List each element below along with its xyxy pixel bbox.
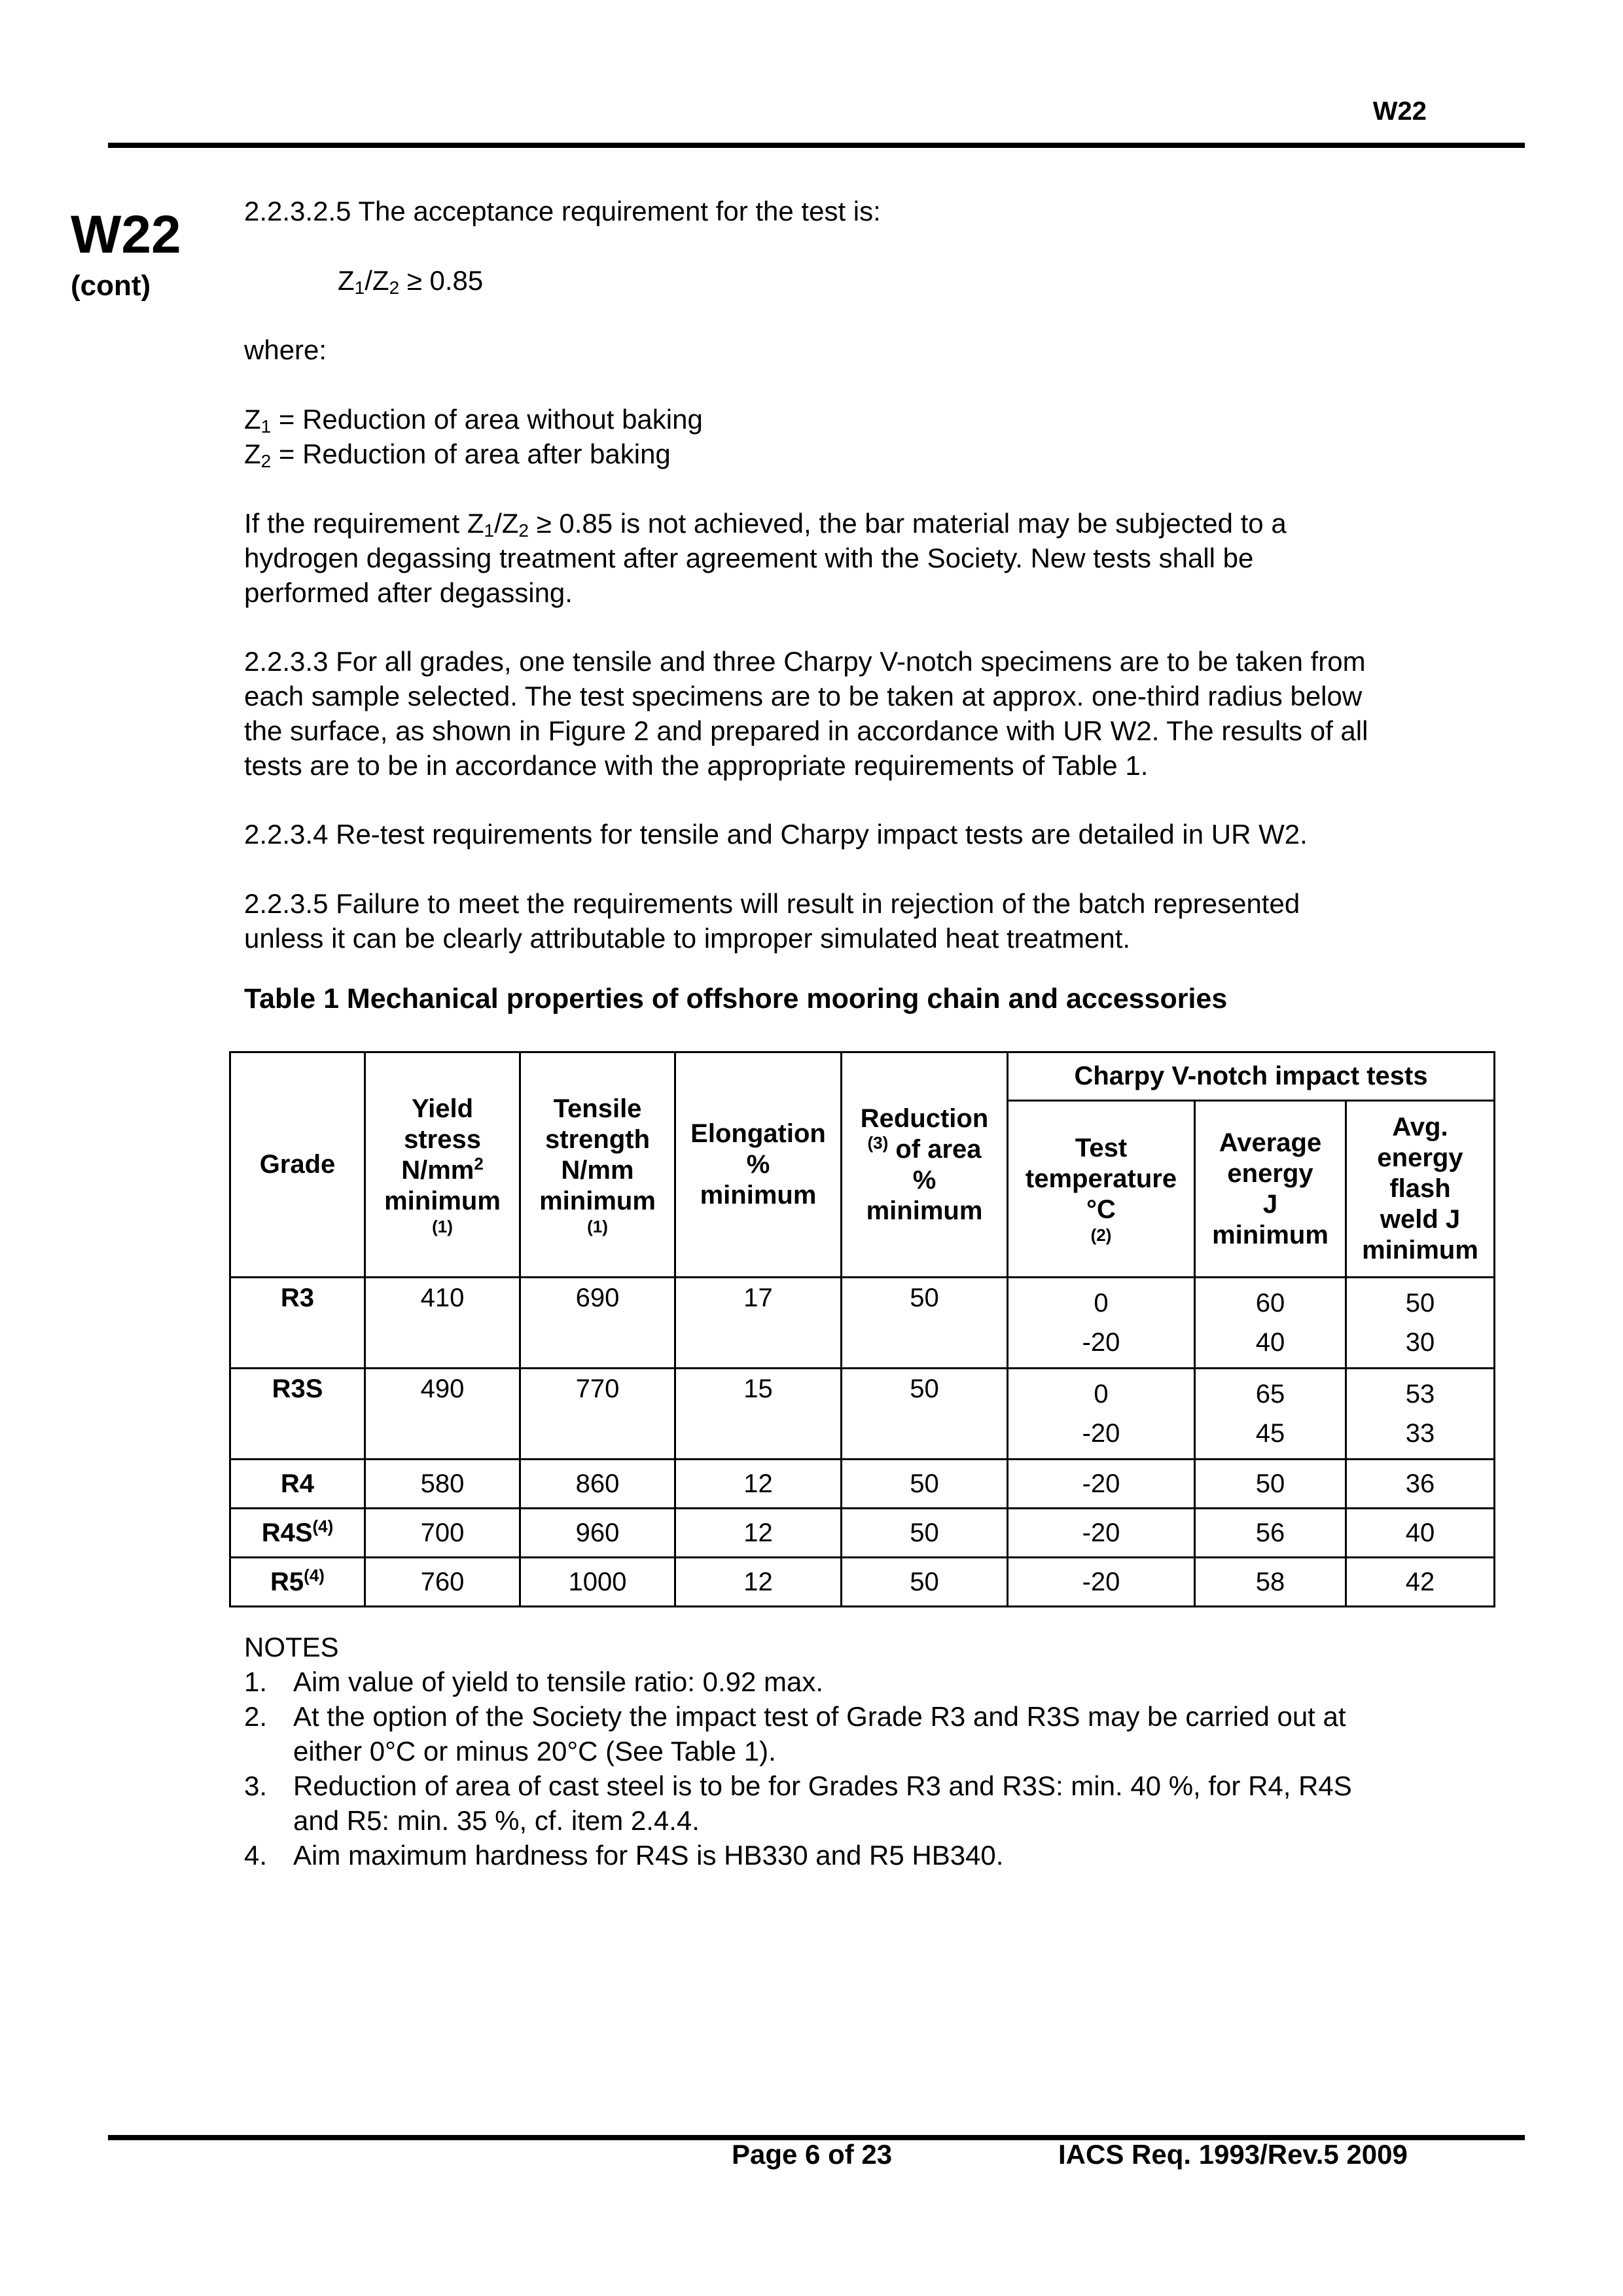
average-energy-cell: 65 45 bbox=[1195, 1369, 1346, 1460]
temperature-cell: -20 bbox=[1008, 1558, 1195, 1607]
para-2-2-3-4: 2.2.3.4 Re-test requirements for tensile and Charpy impact tests are detailed in UR W2. bbox=[244, 819, 1308, 850]
flash-energy-cell: 40 bbox=[1346, 1509, 1495, 1558]
grade-cell: R3 bbox=[230, 1278, 365, 1369]
table-row bbox=[230, 1278, 1495, 1369]
temperature-cell: 0 -20 bbox=[1008, 1278, 1195, 1369]
side-cont: (cont) bbox=[71, 270, 151, 302]
grade-cell: R4S$^{(4)}$ bbox=[230, 1509, 365, 1558]
temperature-cell: 0 -20 bbox=[1008, 1369, 1195, 1460]
header-charpy: Charpy V-notch impact tests bbox=[1008, 1052, 1495, 1101]
note-number: 2. bbox=[244, 1701, 268, 1732]
note-3 bbox=[244, 1768, 1352, 1836]
header-rule bbox=[108, 143, 1525, 148]
average-energy-cell: 58 bbox=[1195, 1558, 1346, 1607]
grade-cell: R4 bbox=[230, 1460, 365, 1509]
table-caption: Table 1 Mechanical properties of offshore mooring chain and accessories bbox=[244, 983, 1228, 1014]
header-grade: Grade bbox=[230, 1052, 365, 1278]
header-yield: Yield stress N/mm$^2$ minimum (1) bbox=[365, 1052, 520, 1278]
reduction-cell: 50 bbox=[842, 1558, 1008, 1607]
reduction-cell: 50 bbox=[842, 1278, 1008, 1369]
reduction-cell: 50 bbox=[842, 1509, 1008, 1558]
table-row bbox=[230, 1558, 1495, 1607]
note-number: 3. bbox=[244, 1770, 268, 1801]
note-4 bbox=[244, 1838, 1004, 1873]
header-tensile: Tensile strength N/mm minimum (1) bbox=[520, 1052, 675, 1278]
grade-cell: R3S bbox=[230, 1369, 365, 1460]
definition-z2: $Z_2$ = Reduction of area after baking bbox=[244, 439, 671, 471]
para-2-2-3-3: 2.2.3.3 For all grades, one tensile and three Charpy V-notch specimens are to be taken from each sample selected. The test specimens are to be taken at approx. one-third radius below the surface, as shown in Figure 2 and prepared in accordance with UR W2. The results of all tests are to be in accordance with the appropriate requirements of Table 1. bbox=[244, 646, 1368, 781]
yield-cell: 580 bbox=[365, 1460, 520, 1509]
tensile-cell: 960 bbox=[520, 1509, 675, 1558]
para-2-2-3-5: 2.2.3.5 Failure to meet the requirements will result in rejection of the batch represented unless it can be clearly attributable to improper simulated heat treatment. bbox=[244, 888, 1300, 954]
side-code: W22 bbox=[71, 205, 181, 264]
tensile-cell: 770 bbox=[520, 1369, 675, 1460]
reduction-cell: 50 bbox=[842, 1369, 1008, 1460]
yield-cell: 700 bbox=[365, 1509, 520, 1558]
tensile-cell: 1000 bbox=[520, 1558, 675, 1607]
tensile-cell: 690 bbox=[520, 1278, 675, 1369]
footer-document-ref: IACS Req. 1993/Rev.5 2009 bbox=[1058, 2139, 1408, 2170]
elongation-cell: 12 bbox=[675, 1509, 842, 1558]
header-reduction: Reduction $^{(3)}$ of area % minimum bbox=[842, 1052, 1008, 1278]
para-2-2-3-2-5: 2.2.3.2.5 The acceptance requirement for the test is: bbox=[244, 196, 881, 226]
header-average-energy: Average energy J minimum bbox=[1195, 1101, 1346, 1278]
note-text: Aim value of yield to tensile ratio: 0.92 max. bbox=[293, 1666, 824, 1697]
table-row bbox=[230, 1460, 1495, 1509]
average-energy-cell: 56 bbox=[1195, 1509, 1346, 1558]
header-flash-weld-energy: Avg. energy flash weld J minimum bbox=[1346, 1101, 1495, 1278]
definition-z1: $Z_1$ = Reduction of area without baking bbox=[244, 404, 703, 437]
where-label: where: bbox=[244, 334, 327, 365]
elongation-cell: 12 bbox=[675, 1558, 842, 1607]
reduction-cell: 50 bbox=[842, 1460, 1008, 1509]
flash-energy-cell: 42 bbox=[1346, 1558, 1495, 1607]
temperature-cell: -20 bbox=[1008, 1509, 1195, 1558]
elongation-cell: 17 bbox=[675, 1278, 842, 1369]
yield-cell: 490 bbox=[365, 1369, 520, 1460]
average-energy-cell: 60 40 bbox=[1195, 1278, 1346, 1369]
header-code: W22 bbox=[1372, 97, 1427, 126]
note-text: Aim maximum hardness for R4S is HB330 and R5 HB340. bbox=[293, 1840, 1004, 1871]
table-row bbox=[230, 1369, 1495, 1460]
elongation-cell: 15 bbox=[675, 1369, 842, 1460]
yield-cell: 760 bbox=[365, 1558, 520, 1607]
acceptance-formula: $Z_1/Z_2 \ge 0.85$ bbox=[338, 265, 484, 298]
para-requirement: If the requirement $Z_1/Z_2 \ge 0.85$ is not achieved, the bar material may be subjected to a hydrogen degassing treatment after agreement with the Society. New tests shall be performed after degassing. bbox=[244, 508, 1287, 608]
tensile-cell: 860 bbox=[520, 1460, 675, 1509]
note-number: 4. bbox=[244, 1840, 268, 1871]
grade-cell: R5$^{(4)}$ bbox=[230, 1558, 365, 1607]
footer-page-number: Page 6 of 23 bbox=[732, 2139, 893, 2170]
header-elongation: Elongation % minimum bbox=[675, 1052, 842, 1278]
table-row bbox=[230, 1509, 1495, 1558]
note-number: 1. bbox=[244, 1666, 268, 1697]
note-text: Reduction of area of cast steel is to be for Grades R3 and R3S: min. 40 %, for R4, R4S and R5: min. 35 %, cf. item 2.4.4. bbox=[293, 1770, 1352, 1836]
elongation-cell: 12 bbox=[675, 1460, 842, 1509]
note-text: At the option of the Society the impact test of Grade R3 and R3S may be carried out at either 0°C or minus 20°C (See Table 1). bbox=[293, 1701, 1346, 1767]
notes-title: NOTES bbox=[244, 1632, 339, 1662]
flash-energy-cell: 53 33 bbox=[1346, 1369, 1495, 1460]
average-energy-cell: 50 bbox=[1195, 1460, 1346, 1509]
note-1 bbox=[244, 1664, 824, 1699]
flash-energy-cell: 36 bbox=[1346, 1460, 1495, 1509]
header-test-temperature: Test temperature °C (2) bbox=[1008, 1101, 1195, 1278]
temperature-cell: -20 bbox=[1008, 1460, 1195, 1509]
mechanical-properties-table bbox=[229, 1051, 1495, 1607]
flash-energy-cell: 50 30 bbox=[1346, 1278, 1495, 1369]
yield-cell: 410 bbox=[365, 1278, 520, 1369]
note-2 bbox=[244, 1699, 1346, 1767]
